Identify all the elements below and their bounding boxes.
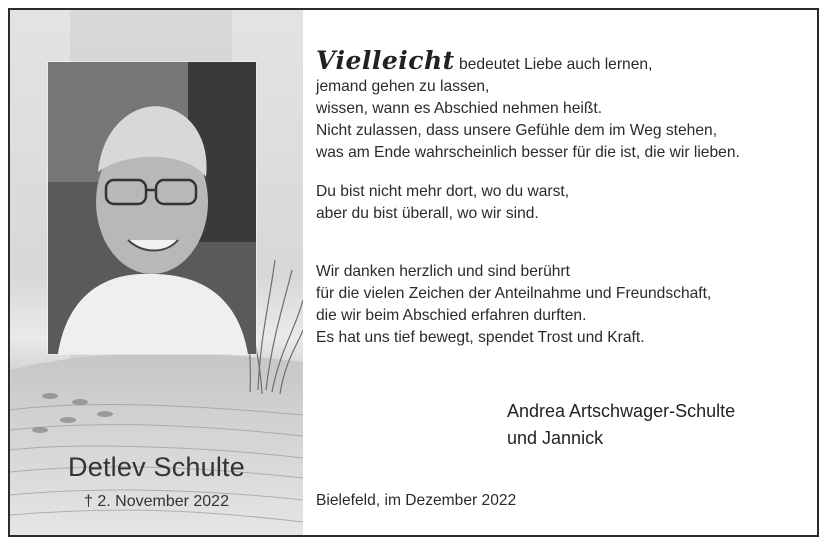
poem-first-line (316, 46, 740, 76)
death-date: † 2. November 2022 (84, 493, 229, 510)
poem-line: jemand gehen zu lassen, (316, 78, 490, 95)
thanks-line: Es hat uns tief bewegt, spendet Trost und Kraft. (316, 329, 645, 346)
thanks-text (316, 261, 711, 349)
poem-line: wissen, wann es Abschied nehmen heißt. (316, 100, 603, 117)
poem-line: was am Ende wahrscheinlich besser für die ist, die wir lieben. (316, 144, 740, 161)
thanks-line: die wir beim Abschied erfahren durften. (316, 307, 587, 324)
stanza-line: aber du bist überall, wo wir sind. (316, 205, 539, 222)
poem-first-line-rest: bedeutet Liebe auch lernen, (454, 56, 653, 73)
text-column (316, 10, 817, 535)
stanza-line: Du bist nicht mehr dort, wo du warst, (316, 183, 570, 200)
poem-line: Nicht zulassen, dass unsere Gefühle dem im Weg stehen, (316, 122, 718, 139)
poem-stanza (316, 46, 740, 164)
thanks-line: für die vielen Zeichen der Anteilnahme und Freundschaft, (316, 285, 712, 302)
obituary-card (8, 8, 819, 537)
script-lead-word: Vielleicht (316, 46, 455, 75)
place-and-date: Bielefeld, im Dezember 2022 (316, 492, 517, 509)
signer-line: Andrea Artschwager-Schulte (507, 401, 736, 421)
signer-line: und Jannick (507, 428, 604, 448)
deceased-name: Detlev Schulte (68, 452, 245, 482)
thanks-line: Wir danken herzlich und sind berührt (316, 263, 570, 280)
second-stanza (316, 181, 569, 225)
portrait-photo (48, 62, 256, 354)
signers-block (507, 398, 735, 452)
beach-background-panel (10, 10, 303, 535)
